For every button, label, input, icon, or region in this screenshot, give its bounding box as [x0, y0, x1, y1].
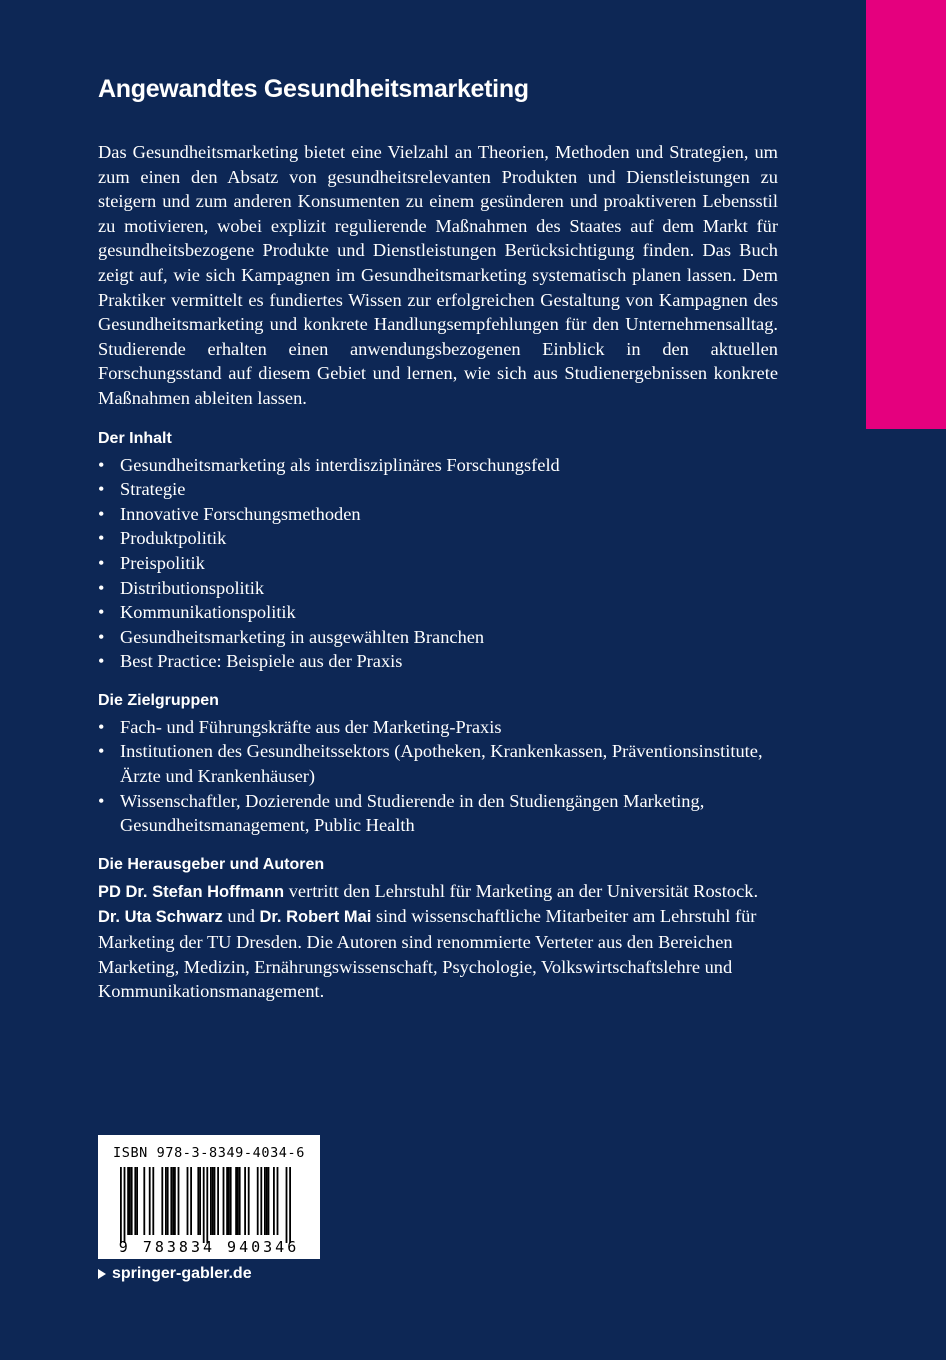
barcode-bar	[152, 1167, 154, 1235]
barcode-bar	[136, 1167, 138, 1235]
barcode-bar	[203, 1167, 205, 1243]
book-description: Das Gesundheitsmarketing bietet eine Vielzahl an Theorien, Methoden und Strategien, um zum einen den Absatz von gesundheitsrelevanten Produkten und Dienstleistungen zu steigern und zum anderen Konsumenten zu einem gesünderen und proaktiveren Lebensstil zu motivieren, wobei explizit regulierende Maßnahmen des Staates auf dem Markt für gesundheitsbezogene Produkte und Dienstleistungen Berücksichtigung finden. Das Buch zeigt auf, wie sich Kampagnen im Gesundheitsmarketing systematisch planen lassen. Dem Praktiker vermittelt es fundiertes Wissen zur erfolgreichen Gestaltung von Kampagnen des Gesundheitsmarketing und konkrete Handlungsempfehlungen für den Unternehmensalltag. Studierende erhalten einen anwendungsbezogenen Einblick in den aktuellen Forschungsstand auf diesem Gebiet und lernen, wie sich aus Studienergebnissen konkrete Maßnahmen ableiten lassen.	[98, 142, 778, 408]
website-link[interactable]	[98, 1264, 252, 1284]
list-item: • Gesundheitsmarketing als interdisziplinäres Forschungsfeld	[98, 453, 778, 478]
barcode-bar	[172, 1167, 174, 1235]
authors-heading: Die Herausgeber und Autoren	[98, 855, 325, 873]
barcode-bar	[214, 1167, 216, 1235]
barcode-bar	[143, 1167, 145, 1235]
authors-text-part: und	[222, 906, 260, 927]
barcode-bar	[131, 1167, 133, 1235]
list-item: • Produktpolitik	[98, 526, 778, 551]
barcode-bar	[206, 1167, 208, 1243]
accent-bar	[866, 0, 946, 429]
author-name: Dr. Uta Schwarz	[98, 908, 223, 927]
barcode-bar	[266, 1167, 268, 1235]
barcode-bar	[223, 1167, 225, 1235]
contents-list	[98, 453, 778, 674]
barcode-bar	[187, 1167, 189, 1235]
list-item: • Strategie	[98, 477, 778, 502]
barcode-bar	[248, 1167, 250, 1235]
barcode-bar	[174, 1167, 176, 1235]
barcode-bar	[264, 1167, 266, 1235]
barcode-bar	[277, 1167, 279, 1235]
barcode-bar	[165, 1167, 167, 1235]
barcode-bar	[268, 1167, 270, 1235]
barcode-bar	[239, 1167, 241, 1235]
barcode-bar	[167, 1167, 169, 1235]
barcode-bar	[237, 1167, 239, 1235]
barcode-bar	[260, 1167, 262, 1235]
barcode-bar	[127, 1167, 129, 1235]
barcode-bar	[257, 1167, 259, 1235]
book-title: Angewandtes Gesundheitsmarketing	[98, 75, 529, 103]
barcode-bar	[178, 1167, 180, 1235]
barcode-bar	[212, 1167, 214, 1235]
barcode-bar	[149, 1167, 151, 1235]
barcode-bar	[120, 1167, 122, 1243]
arrow-right-icon	[98, 1269, 106, 1279]
isbn-label: ISBN 978-3-8349-4034-6	[112, 1145, 305, 1161]
list-item: • Best Practice: Beispiele aus der Praxis	[98, 649, 778, 674]
barcode-bar	[235, 1167, 237, 1235]
author-name: Dr. Robert Mai	[259, 908, 372, 927]
barcode-bar	[228, 1167, 230, 1235]
list-item: • Fach- und Führungskräfte aus der Marketing-Praxis	[98, 715, 778, 740]
author-name: PD Dr. Stefan Hoffmann	[98, 882, 285, 901]
list-item: • Kommunikationspolitik	[98, 600, 778, 625]
contents-heading: Der Inhalt	[98, 429, 172, 447]
barcode-bar	[289, 1167, 291, 1243]
barcode-bar	[273, 1167, 275, 1235]
barcode-bar	[190, 1167, 192, 1235]
barcode-bar	[129, 1167, 131, 1235]
barcode-bar	[230, 1167, 232, 1235]
audience-heading: Die Zielgruppen	[98, 691, 219, 709]
isbn-barcode	[98, 1135, 320, 1259]
barcode-bar	[170, 1167, 172, 1235]
authors-text-part: vertritt den Lehrstuhl für Marketing an der Universität Rostock.	[284, 880, 759, 901]
barcode-bars	[108, 1167, 310, 1243]
barcode-bar	[134, 1167, 136, 1235]
list-item: • Gesundheitsmarketing in ausgewählten Branchen	[98, 625, 778, 650]
audience-list	[98, 715, 778, 838]
barcode-bar	[210, 1167, 212, 1235]
list-item: • Distributionspolitik	[98, 576, 778, 601]
barcode-digits: 9 783834 940346	[118, 1238, 300, 1256]
list-item: • Innovative Forschungsmethoden	[98, 502, 778, 527]
barcode-bar	[197, 1167, 199, 1235]
barcode-bar	[226, 1167, 228, 1235]
website-label: springer-gabler.de	[112, 1265, 252, 1282]
barcode-bar	[286, 1167, 288, 1243]
authors-text	[98, 879, 778, 1004]
barcode-bar	[124, 1167, 126, 1243]
barcode-bar	[161, 1167, 163, 1235]
barcode-bar	[217, 1167, 219, 1235]
list-item: • Preispolitik	[98, 551, 778, 576]
authors-text-part: sind wissenschaftliche Mitarbeiter am Lehrstuhl für Marketing der TU Dresden. Die Autoren sind renommierte Verteter aus den Bereichen Marketing, Medizin, Ernährungswissenschaft, Psychologie, Volkswirtschaftslehre und Kommunikationsmanagement.	[98, 906, 757, 1002]
list-item: • Institutionen des Gesundheitssektors (Apotheken, Krankenkassen, Präventionsinstitute, Ärzte und Krankenhäuser)	[98, 739, 778, 788]
back-cover-content	[98, 74, 778, 1004]
list-item: • Wissenschaftler, Dozierende und Studierende in den Studiengängen Marketing, Gesundheitsmanagement, Public Health	[98, 789, 778, 838]
barcode-bar	[199, 1167, 201, 1235]
barcode-bar	[244, 1167, 246, 1235]
